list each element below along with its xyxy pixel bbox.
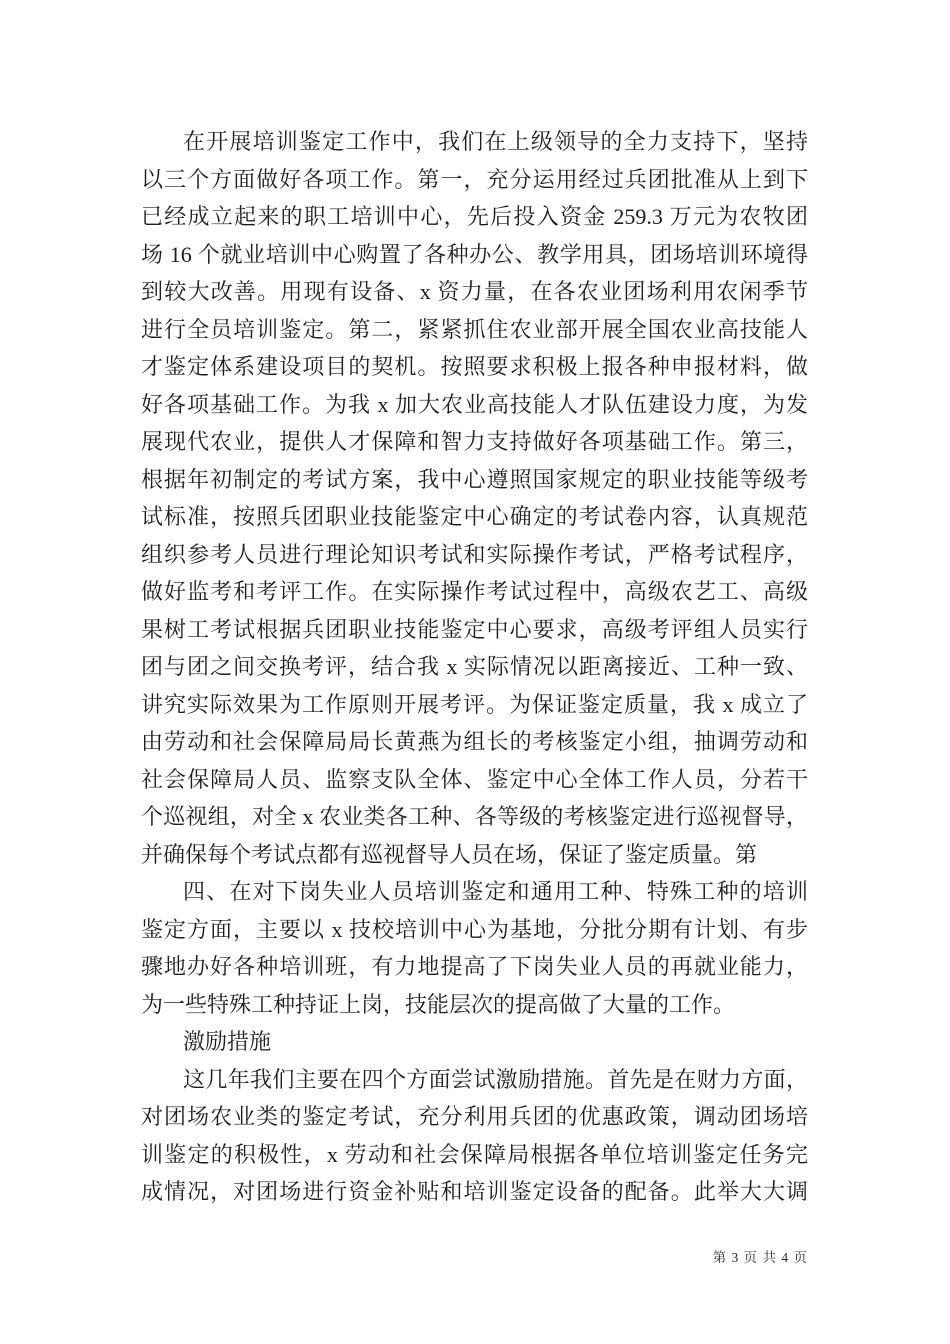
text-line: 这几年我们主要在四个方面尝试激励措施。首先是在财力方面， <box>183 1066 808 1092</box>
text-line: 鉴定方面，主要以 x 技校培训中心为基地，分批分期有计划、有步 <box>141 916 808 942</box>
page-number-label: 第 3 页 共 4 页 <box>712 1250 808 1265</box>
text-line: 才鉴定体系建设项目的契机。按照要求积极上报各种申报材料，做 <box>141 354 808 379</box>
paragraph-laid-off-workers-training <box>141 873 808 1023</box>
paragraph-incentive-measures-detail <box>141 1061 808 1211</box>
text-line: 四、在对下岗失业人员培训鉴定和通用工种、特殊工种的培训 <box>183 879 808 904</box>
text-line: 以三个方面做好各项工作。第一，充分运用经过兵团批准从上到下 <box>141 166 808 192</box>
text-line: 团与团之间交换考评，结合我 x 实际情况以距离接近、工种一致、 <box>141 654 808 679</box>
paragraph-training-appraisal-work <box>141 123 808 873</box>
text-line: 果树工考试根据兵团职业技能鉴定中心要求，高级考评组人员实行 <box>141 616 808 642</box>
text-line: 场 16 个就业培训中心购置了各种办公、教学用具，团场培训环境得 <box>141 241 808 267</box>
paragraph-heading-incentive-measures <box>141 1023 808 1061</box>
text-line: 组织参考人员进行理论知识考试和实际操作考试，严格考试程序， <box>141 541 808 567</box>
text-line: 好各项基础工作。为我 x 加大农业高技能人才队伍建设力度，为发 <box>141 391 808 417</box>
text-line: 根据年初制定的考试方案，我中心遵照国家规定的职业技能等级考 <box>141 466 808 492</box>
document-body <box>141 123 808 1211</box>
text-line: 试标准，按照兵团职业技能鉴定中心确定的考试卷内容，认真规范 <box>141 504 808 529</box>
text-line: 骤地办好各种培训班，有力地提高了下岗失业人员的再就业能力， <box>141 954 808 979</box>
text-line: 为一些特殊工种持证上岗，技能层次的提高做了大量的工作。 <box>141 991 736 1017</box>
text-line: 已经成立起来的职工培训中心，先后投入资金 259.3 万元为农牧团 <box>141 204 808 229</box>
text-line: 进行全员培训鉴定。第二，紧紧抓住农业部开展全国农业高技能人 <box>141 316 808 342</box>
text-line: 训鉴定的积极性，x 劳动和社会保障局根据各单位培训鉴定任务完 <box>141 1141 808 1167</box>
page-footer <box>713 1246 808 1266</box>
text-line: 到较大改善。用现有设备、x 资力量，在各农业团场利用农闲季节 <box>141 279 808 304</box>
text-line: 社会保障局人员、监察支队全体、鉴定中心全体工作人员，分若干 <box>141 766 808 792</box>
text-line: 做好监考和考评工作。在实际操作考试过程中，高级农艺工、高级 <box>141 579 808 604</box>
text-line: 并确保每个考试点都有巡视督导人员在场，保证了鉴定质量。第 <box>141 841 758 867</box>
text-line: 展现代农业，提供人才保障和智力支持做好各项基础工作。第三， <box>141 429 808 454</box>
text-line: 讲究实际效果为工作原则开展考评。为保证鉴定质量，我 x 成立了 <box>141 691 808 717</box>
section-heading-line: 激励措施 <box>183 1029 272 1054</box>
text-line: 个巡视组，对全 x 农业类各工种、各等级的考核鉴定进行巡视督导， <box>141 804 808 829</box>
text-line: 由劳动和社会保障局局长黄燕为组长的考核鉴定小组，抽调劳动和 <box>141 729 808 754</box>
text-line: 对团场农业类的鉴定考试，充分利用兵团的优惠政策，调动团场培 <box>141 1104 808 1129</box>
text-line: 在开展培训鉴定工作中，我们在上级领导的全力支持下，坚持 <box>183 129 808 154</box>
text-line: 成情况，对团场进行资金补贴和培训鉴定设备的配备。此举大大调 <box>141 1179 808 1204</box>
